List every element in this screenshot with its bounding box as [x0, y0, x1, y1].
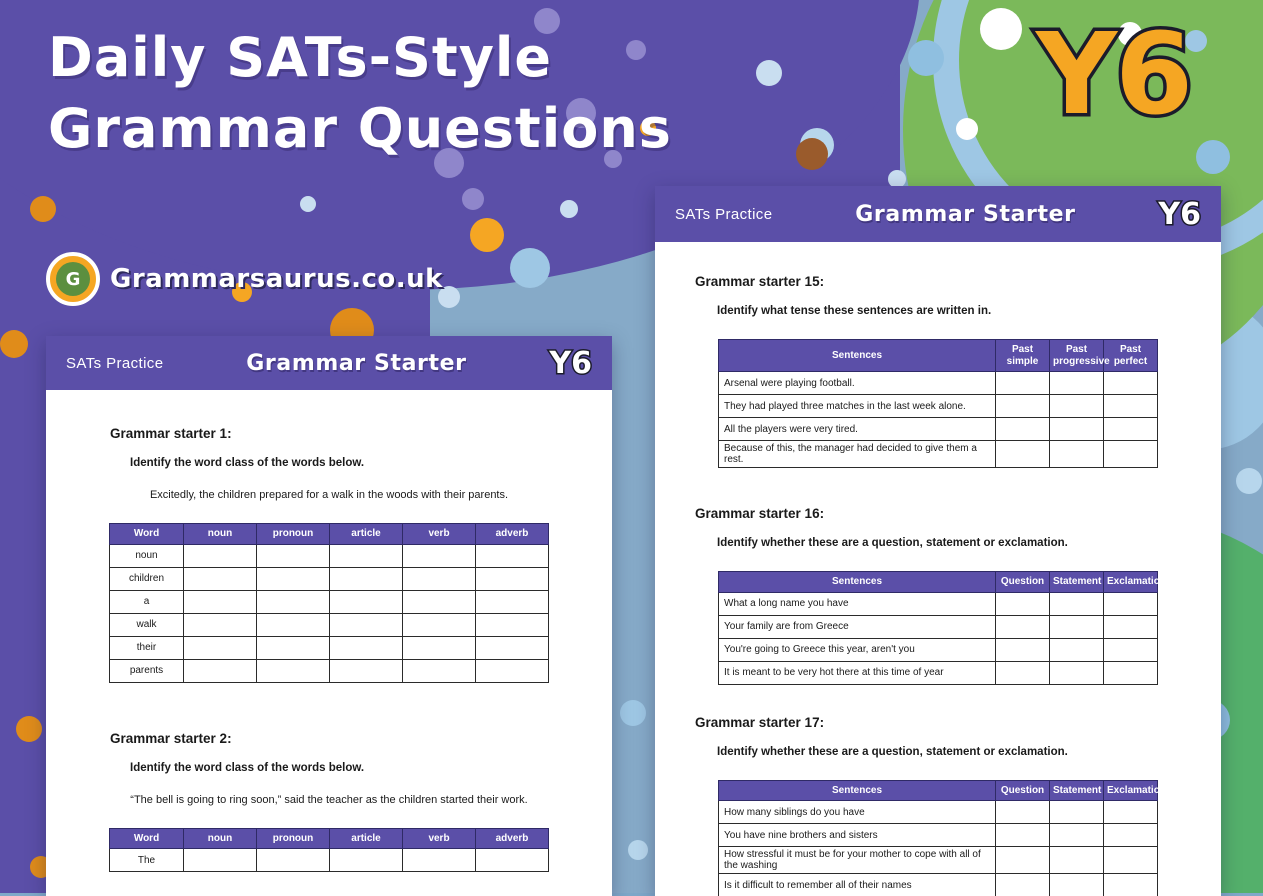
table-cell-sentence: Your family are from Greece: [719, 615, 996, 638]
answer-cell[interactable]: [476, 544, 549, 567]
answer-table[interactable]: [109, 828, 549, 873]
question-sentence: “The bell is going to ring soon,” said the teacher as the children started their work.: [68, 794, 590, 806]
background-circle: [470, 218, 504, 252]
background-circle: [16, 716, 42, 742]
table-cell-sentence: All the players were very tired.: [719, 418, 996, 441]
answer-cell[interactable]: [476, 590, 549, 613]
answer-cell[interactable]: [996, 395, 1050, 418]
answer-cell[interactable]: [1104, 592, 1158, 615]
answer-cell[interactable]: [996, 418, 1050, 441]
answer-cell[interactable]: [996, 801, 1050, 824]
answer-cell[interactable]: [403, 849, 476, 872]
table-cell-sentence: How stressful it must be for your mother to cope with all of the washing: [719, 847, 996, 874]
table-row: [110, 567, 549, 590]
answer-cell[interactable]: [184, 849, 257, 872]
answer-cell[interactable]: [184, 636, 257, 659]
table-header-cell: Exclamation: [1104, 572, 1158, 593]
worksheet-header-title: Grammar Starter: [855, 202, 1075, 227]
table-row: [719, 372, 1158, 395]
table-header-cell: Sentences: [719, 780, 996, 801]
table-header-cell: Word: [110, 524, 184, 545]
answer-cell[interactable]: [996, 441, 1050, 468]
answer-cell[interactable]: [996, 592, 1050, 615]
worksheet-header: [655, 186, 1221, 242]
question-title: Grammar starter 16:: [695, 506, 1199, 521]
answer-cell[interactable]: [1104, 395, 1158, 418]
background-circle: [510, 248, 550, 288]
table-header-cell: Question: [996, 572, 1050, 593]
table-header-cell: verb: [403, 828, 476, 849]
answer-cell[interactable]: [996, 615, 1050, 638]
table-row: [719, 395, 1158, 418]
background-circle: [956, 118, 978, 140]
logo-dinosaur-icon: [46, 252, 100, 306]
answer-cell[interactable]: [184, 613, 257, 636]
answer-cell[interactable]: [403, 613, 476, 636]
background-circle: [1196, 140, 1230, 174]
table-header-cell: noun: [184, 524, 257, 545]
question-title: Grammar starter 2:: [110, 731, 590, 746]
answer-cell[interactable]: [1050, 847, 1104, 874]
answer-cell[interactable]: [257, 590, 330, 613]
worksheet-body: [46, 390, 612, 872]
logo-letter: G: [56, 262, 90, 296]
answer-cell[interactable]: [1050, 615, 1104, 638]
answer-cell[interactable]: [476, 636, 549, 659]
answer-cell[interactable]: [1050, 824, 1104, 847]
table-row: [719, 418, 1158, 441]
background-circle: [462, 188, 484, 210]
table-header-cell: Statement: [1050, 780, 1104, 801]
table-row: [719, 847, 1158, 874]
table-header-cell: Sentences: [719, 340, 996, 372]
answer-cell[interactable]: [1050, 395, 1104, 418]
worksheet-page-left: [46, 336, 612, 896]
table-row: [719, 801, 1158, 824]
answer-cell[interactable]: [403, 659, 476, 682]
table-cell-sentence: How many siblings do you have: [719, 801, 996, 824]
answer-cell[interactable]: [996, 638, 1050, 661]
table-cell-word: noun: [110, 544, 184, 567]
worksheet-header-title: Grammar Starter: [246, 351, 466, 376]
question-instruction: Identify the word class of the words below.: [130, 762, 590, 774]
question-sentence: Excitedly, the children prepared for a walk in the woods with their parents.: [68, 489, 590, 501]
answer-table[interactable]: [718, 780, 1158, 896]
table-row: [719, 615, 1158, 638]
table-cell-sentence: It is meant to be very hot there at this time of year: [719, 661, 996, 684]
answer-cell[interactable]: [996, 661, 1050, 684]
table-row: [110, 590, 549, 613]
worksheet-header-year: Y6: [1158, 197, 1201, 232]
background-circle: [0, 330, 28, 358]
answer-cell[interactable]: [996, 372, 1050, 395]
answer-cell[interactable]: [1104, 372, 1158, 395]
worksheet-header: [46, 336, 612, 390]
table-row: [719, 824, 1158, 847]
table-header-cell: article: [330, 828, 403, 849]
question-title: Grammar starter 15:: [695, 274, 1199, 289]
table-header-cell: verb: [403, 524, 476, 545]
table-cell-word: The: [110, 849, 184, 872]
answer-cell[interactable]: [257, 849, 330, 872]
table-header-cell: Past perfect: [1104, 340, 1158, 372]
answer-cell[interactable]: [257, 636, 330, 659]
table-row: [110, 849, 549, 872]
table-row: [719, 661, 1158, 684]
answer-cell[interactable]: [184, 544, 257, 567]
answer-cell[interactable]: [403, 590, 476, 613]
answer-cell[interactable]: [1104, 824, 1158, 847]
table-cell-word: a: [110, 590, 184, 613]
answer-cell[interactable]: [1050, 372, 1104, 395]
table-header-cell: Question: [996, 780, 1050, 801]
background-circle: [300, 196, 316, 212]
page-title-line-1: Daily SATs-Style: [48, 22, 688, 93]
answer-table[interactable]: [718, 339, 1158, 468]
answer-cell[interactable]: [330, 544, 403, 567]
answer-cell[interactable]: [330, 567, 403, 590]
answer-cell[interactable]: [330, 613, 403, 636]
worksheet-header-label: SATs Practice: [66, 355, 163, 372]
background-circle: [620, 700, 646, 726]
answer-cell[interactable]: [257, 567, 330, 590]
brand-logo: [46, 252, 443, 306]
answer-cell[interactable]: [1104, 638, 1158, 661]
table-cell-sentence: They had played three matches in the last week alone.: [719, 395, 996, 418]
answer-cell[interactable]: [330, 590, 403, 613]
table-header-cell: Word: [110, 828, 184, 849]
answer-cell[interactable]: [257, 544, 330, 567]
table-cell-sentence: What a long name you have: [719, 592, 996, 615]
answer-cell[interactable]: [996, 824, 1050, 847]
question-title: Grammar starter 17:: [695, 715, 1199, 730]
table-header-cell: pronoun: [257, 524, 330, 545]
table-header-cell: Sentences: [719, 572, 996, 593]
background-circle: [796, 138, 828, 170]
table-row: [719, 592, 1158, 615]
table-header-cell: adverb: [476, 828, 549, 849]
year-group-badge: Y6: [1036, 10, 1191, 140]
table-header-cell: noun: [184, 828, 257, 849]
table-row: [110, 659, 549, 682]
answer-cell[interactable]: [403, 544, 476, 567]
question-instruction: Identify what tense these sentences are written in.: [717, 305, 1199, 317]
answer-cell[interactable]: [330, 636, 403, 659]
answer-cell[interactable]: [1104, 847, 1158, 874]
table-row: [110, 636, 549, 659]
answer-cell[interactable]: [1104, 441, 1158, 468]
answer-cell[interactable]: [1104, 661, 1158, 684]
table-header-cell: Past progressive: [1050, 340, 1104, 372]
table-header-cell: Statement: [1050, 572, 1104, 593]
table-cell-sentence: Because of this, the manager had decided to give them a rest.: [719, 441, 996, 468]
table-cell-word: children: [110, 567, 184, 590]
answer-cell[interactable]: [1104, 615, 1158, 638]
question-instruction: Identify whether these are a question, statement or exclamation.: [717, 746, 1199, 758]
logo-text: Grammarsaurus.co.uk: [110, 264, 443, 294]
table-row: [719, 638, 1158, 661]
question-instruction: Identify the word class of the words below.: [130, 457, 590, 469]
answer-cell[interactable]: [184, 567, 257, 590]
table-cell-sentence: You have nine brothers and sisters: [719, 824, 996, 847]
table-header-cell: pronoun: [257, 828, 330, 849]
answer-cell[interactable]: [257, 613, 330, 636]
answer-cell[interactable]: [330, 849, 403, 872]
table-header-cell: Past simple: [996, 340, 1050, 372]
worksheet-body: [655, 242, 1221, 896]
table-cell-sentence: Is it difficult to remember all of their names: [719, 874, 996, 896]
worksheet-page-right: [655, 186, 1221, 896]
answer-cell[interactable]: [996, 847, 1050, 874]
answer-cell[interactable]: [476, 567, 549, 590]
background-circle: [628, 840, 648, 860]
answer-cell[interactable]: [1104, 418, 1158, 441]
table-cell-word: walk: [110, 613, 184, 636]
table-header-cell: Exclamation: [1104, 780, 1158, 801]
answer-table[interactable]: [718, 571, 1158, 685]
table-cell-word: parents: [110, 659, 184, 682]
answer-cell[interactable]: [184, 590, 257, 613]
worksheet-header-label: SATs Practice: [675, 206, 772, 223]
table-cell-sentence: You're going to Greece this year, aren't you: [719, 638, 996, 661]
background-circle: [30, 196, 56, 222]
table-header-row: [719, 780, 1158, 801]
answer-cell[interactable]: [1050, 592, 1104, 615]
table-header-cell: article: [330, 524, 403, 545]
background-circle: [756, 60, 782, 86]
background-circle: [560, 200, 578, 218]
answer-cell[interactable]: [476, 659, 549, 682]
table-cell-word: their: [110, 636, 184, 659]
answer-cell[interactable]: [403, 636, 476, 659]
table-header-row: [719, 340, 1158, 372]
answer-cell[interactable]: [476, 849, 549, 872]
answer-cell[interactable]: [1050, 418, 1104, 441]
answer-cell[interactable]: [1050, 661, 1104, 684]
table-header-row: [719, 572, 1158, 593]
background-circle: [1236, 468, 1262, 494]
answer-cell[interactable]: [403, 567, 476, 590]
table-row: [719, 441, 1158, 468]
background-circle: [908, 40, 944, 76]
table-header-row: [110, 828, 549, 849]
answer-cell[interactable]: [476, 613, 549, 636]
answer-cell[interactable]: [1104, 801, 1158, 824]
question-title: Grammar starter 1:: [110, 426, 590, 441]
table-row: [110, 613, 549, 636]
table-row: [110, 544, 549, 567]
table-cell-sentence: Arsenal were playing football.: [719, 372, 996, 395]
answer-cell[interactable]: [330, 659, 403, 682]
table-header-cell: adverb: [476, 524, 549, 545]
answer-cell[interactable]: [184, 659, 257, 682]
worksheet-header-year: Y6: [549, 346, 592, 381]
question-instruction: Identify whether these are a question, statement or exclamation.: [717, 537, 1199, 549]
background-circle: [980, 8, 1022, 50]
answer-cell[interactable]: [1050, 441, 1104, 468]
page-title: [48, 22, 688, 165]
answer-cell[interactable]: [1050, 638, 1104, 661]
page-title-line-2: Grammar Questions: [48, 93, 688, 164]
answer-cell[interactable]: [1050, 801, 1104, 824]
table-header-row: [110, 524, 549, 545]
answer-cell[interactable]: [257, 659, 330, 682]
answer-table[interactable]: [109, 523, 549, 683]
